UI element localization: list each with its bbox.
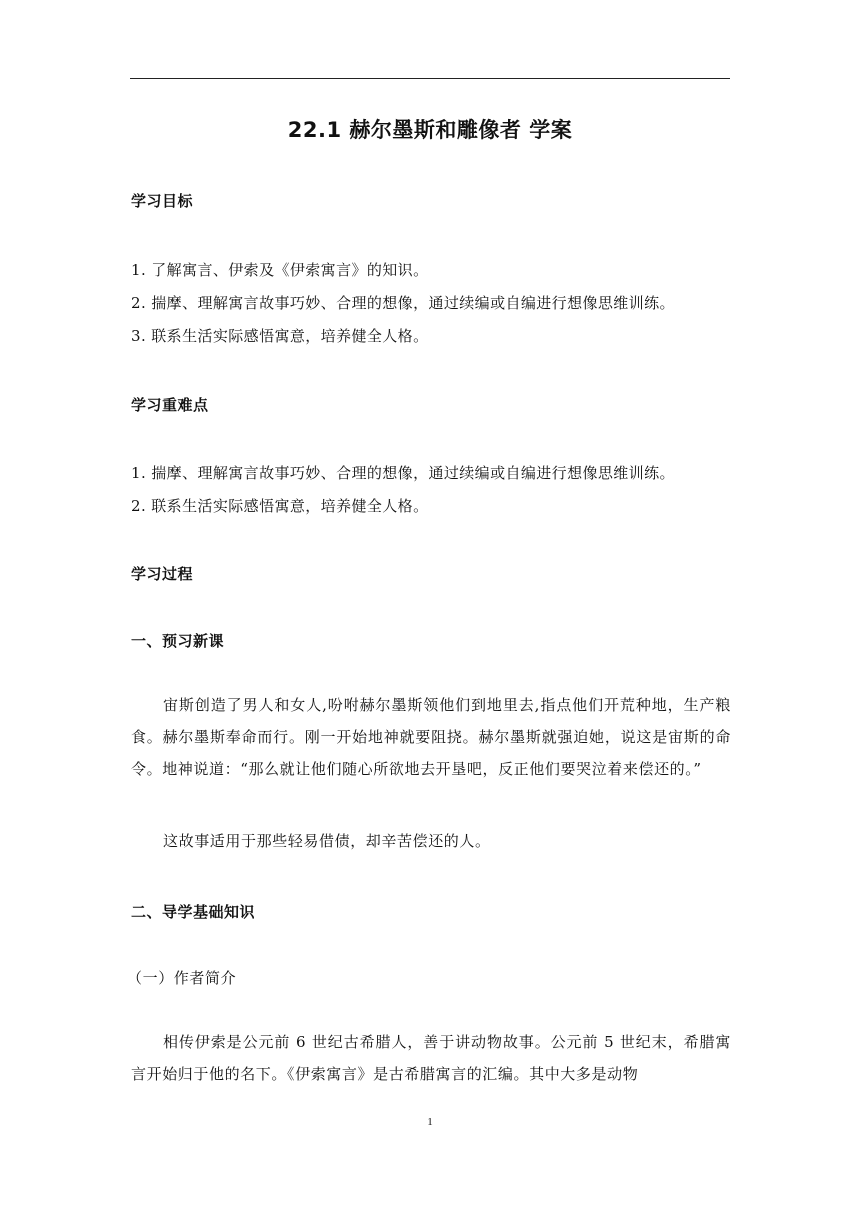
subheading-author-intro: （一）作者简介 [127,969,237,987]
objective-item-2: 2. 揣摩、理解寓言故事巧妙、合理的想像，通过续编或自编进行想像思维训练。 [131,294,675,312]
section-heading-objectives: 学习目标 [131,192,194,210]
key-point-item-2: 2. 联系生活实际感悟寓意，培养健全人格。 [131,497,429,515]
section-heading-guide: 二、导学基础知识 [131,903,256,921]
author-intro-paragraph: 相传伊索是公元前 6 世纪古希腊人，善于讲动物故事。公元前 5 世纪末，希腊寓言开始归于他的名下。《伊索寓言》是古希腊寓言的汇编。其中大多是动物 [131,1033,731,1083]
preview-paragraph-2: 这故事适用于那些轻易借债，却辛苦偿还的人。 [163,832,491,850]
objective-item-3: 3. 联系生活实际感悟寓意，培养健全人格。 [131,327,429,345]
page-title: 22.1 赫尔墨斯和雕像者 学案 [287,118,573,142]
section-heading-process: 学习过程 [131,565,194,583]
objective-item-1: 1. 了解寓言、伊索及《伊索寓言》的知识。 [131,261,429,279]
section-heading-key-points: 学习重难点 [131,396,209,414]
section-heading-preview: 一、预习新课 [131,632,225,650]
page-number: 1 [427,1116,433,1128]
preview-paragraph-1: 宙斯创造了男人和女人,吩咐赫尔墨斯领他们到地里去,指点他们开荒种地，生产粮食。赫尔墨斯奉命而行。刚一开始地神就要阻挠。赫尔墨斯就强迫她，说这是宙斯的命令。地神说道：“那么就让他们随心所欲地去开垦吧，反正他们要哭泣着来偿还的。” [131,696,731,778]
key-point-item-1: 1. 揣摩、理解寓言故事巧妙、合理的想像，通过续编或自编进行想像思维训练。 [131,464,675,482]
header-rule [130,78,730,79]
